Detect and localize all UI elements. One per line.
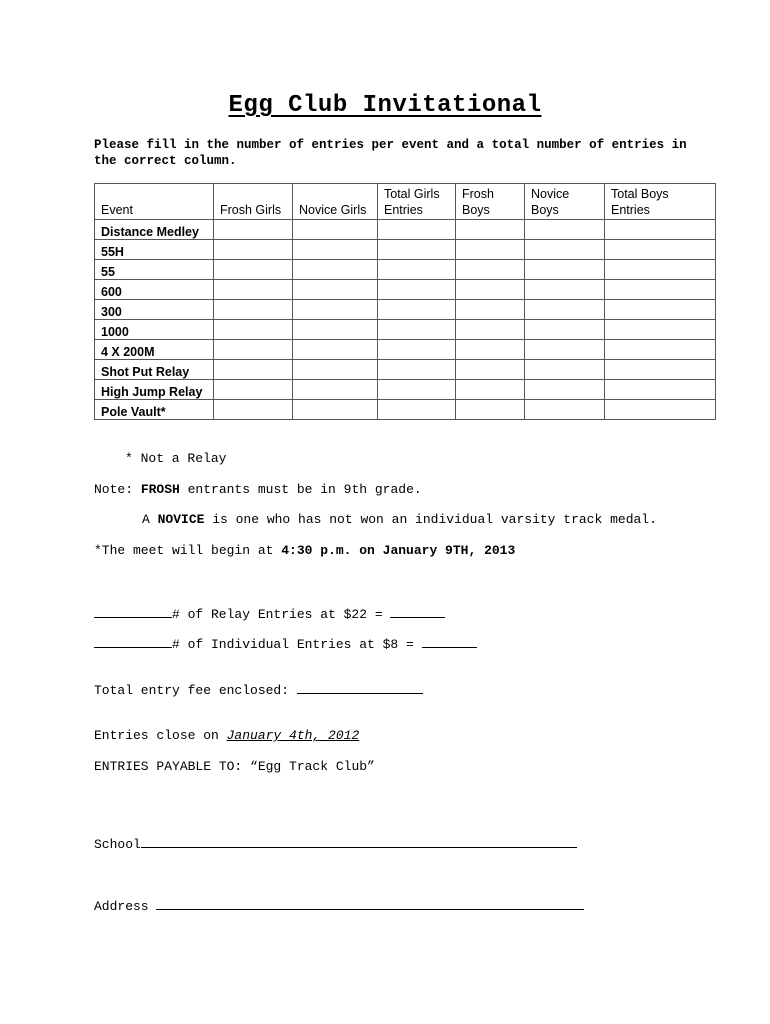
header-frosh-boys: Frosh Boys [456,184,525,220]
total-boys-cell[interactable] [605,240,716,260]
novice-girls-cell[interactable] [293,300,378,320]
frosh-girls-cell[interactable] [214,360,293,380]
novice-boys-cell[interactable] [525,280,605,300]
novice-girls-cell[interactable] [293,260,378,280]
frosh-note-rest: entrants must be in 9th grade. [179,482,422,497]
entries-close-label: Entries close on [94,728,227,743]
novice-girls-cell[interactable] [293,220,378,240]
school-label: School [94,837,141,852]
header-novice-boys: Novice Boys [525,184,605,220]
frosh-girls-cell[interactable] [214,340,293,360]
payable-line: ENTRIES PAYABLE TO: “Egg Track Club” [94,759,375,774]
total-boys-cell[interactable] [605,360,716,380]
event-name: 55 [95,260,214,280]
relay-total-blank[interactable] [390,605,445,618]
event-name: 55H [95,240,214,260]
table-row [95,240,716,260]
table-row [95,280,716,300]
event-name: 600 [95,280,214,300]
frosh-boys-cell[interactable] [456,340,525,360]
frosh-boys-cell[interactable] [456,280,525,300]
event-name: High Jump Relay [95,380,214,400]
total-boys-cell[interactable] [605,340,716,360]
individual-count-blank[interactable] [94,635,172,648]
school-line [94,835,577,852]
novice-boys-cell[interactable] [525,260,605,280]
frosh-note-bold: FROSH [140,482,180,497]
frosh-note-prefix: Note: [94,482,141,497]
total-girls-cell[interactable] [378,240,456,260]
meet-time-prefix: *The meet will begin at [94,543,282,558]
table-row [95,360,716,380]
novice-note [142,512,657,527]
frosh-note [94,482,422,497]
address-blank[interactable] [156,897,584,910]
header-event: Event [95,184,214,220]
novice-note-bold: NOVICE [157,512,205,527]
frosh-boys-cell[interactable] [456,240,525,260]
page-title: Egg Club Invitational [228,92,542,119]
total-boys-cell[interactable] [605,320,716,340]
total-fee-label: Total entry fee enclosed: [94,683,290,698]
total-girls-cell[interactable] [378,260,456,280]
entries-close-line [94,728,359,743]
frosh-girls-cell[interactable] [214,220,293,240]
frosh-boys-cell[interactable] [456,260,525,280]
event-name: Pole Vault* [95,400,214,420]
event-name: Shot Put Relay [95,360,214,380]
header-total-girls-entries: Total Girls Entries [378,184,456,220]
relay-fee-label: # of Relay Entries at $22 = [172,607,383,622]
table-row [95,320,716,340]
frosh-boys-cell[interactable] [456,300,525,320]
individual-total-blank[interactable] [422,635,477,648]
frosh-girls-cell[interactable] [214,240,293,260]
novice-boys-cell[interactable] [525,400,605,420]
header-frosh-girls: Frosh Girls [214,184,293,220]
frosh-girls-cell[interactable] [214,380,293,400]
total-boys-cell[interactable] [605,400,716,420]
frosh-boys-cell[interactable] [456,320,525,340]
table-row [95,400,716,420]
table-row [95,300,716,320]
total-girls-cell[interactable] [378,320,456,340]
relay-fee-line [94,605,445,622]
entries-close-date: January 4th, 2012 [226,728,360,743]
total-boys-cell[interactable] [605,300,716,320]
total-boys-cell[interactable] [605,280,716,300]
not-relay-note: * Not a Relay [125,451,227,466]
frosh-girls-cell[interactable] [214,320,293,340]
meet-time-bold: 4:30 p.m. on January 9TH, 2013 [281,543,516,558]
individual-fee-line [94,635,477,652]
novice-boys-cell[interactable] [525,340,605,360]
total-girls-cell[interactable] [378,400,456,420]
entries-table [94,183,716,420]
header-novice-girls: Novice Girls [293,184,378,220]
frosh-girls-cell[interactable] [214,260,293,280]
frosh-girls-cell[interactable] [214,400,293,420]
total-girls-cell[interactable] [378,380,456,400]
total-fee-blank[interactable] [297,681,423,694]
novice-boys-cell[interactable] [525,240,605,260]
novice-girls-cell[interactable] [293,400,378,420]
novice-girls-cell[interactable] [293,280,378,300]
novice-boys-cell[interactable] [525,380,605,400]
school-blank[interactable] [141,835,577,848]
novice-boys-cell[interactable] [525,220,605,240]
total-girls-cell[interactable] [378,220,456,240]
novice-girls-cell[interactable] [293,380,378,400]
novice-boys-cell[interactable] [525,300,605,320]
address-label: Address [94,899,149,914]
frosh-girls-cell[interactable] [214,280,293,300]
event-name: 4 X 200M [95,340,214,360]
total-boys-cell[interactable] [605,220,716,240]
total-boys-cell[interactable] [605,380,716,400]
event-name: Distance Medley [95,220,214,240]
frosh-boys-cell[interactable] [456,360,525,380]
novice-girls-cell[interactable] [293,320,378,340]
table-row [95,340,716,360]
total-girls-cell[interactable] [378,340,456,360]
frosh-boys-cell[interactable] [456,380,525,400]
frosh-boys-cell[interactable] [456,220,525,240]
table-row [95,380,716,400]
novice-girls-cell[interactable] [293,360,378,380]
individual-fee-label: # of Individual Entries at $8 = [172,637,414,652]
total-girls-cell[interactable] [378,300,456,320]
novice-boys-cell[interactable] [525,320,605,340]
relay-count-blank[interactable] [94,605,172,618]
total-girls-cell[interactable] [378,280,456,300]
novice-note-prefix: A [142,512,158,527]
header-total-boys-entries: Total Boys Entries [605,184,716,220]
table-row [95,260,716,280]
table-row [95,220,716,240]
event-name: 300 [95,300,214,320]
frosh-boys-cell[interactable] [456,400,525,420]
frosh-girls-cell[interactable] [214,300,293,320]
instructions-text: Please fill in the number of entries per event and a total number of entries in the correct column. [94,138,687,168]
total-fee-line [94,681,423,698]
table-header-row [95,184,716,220]
address-line [94,897,584,914]
total-girls-cell[interactable] [378,360,456,380]
novice-boys-cell[interactable] [525,360,605,380]
novice-note-rest: is one who has not won an individual varsity track medal. [204,512,657,527]
novice-girls-cell[interactable] [293,340,378,360]
event-name: 1000 [95,320,214,340]
total-boys-cell[interactable] [605,260,716,280]
meet-time-note [94,543,515,558]
novice-girls-cell[interactable] [293,240,378,260]
